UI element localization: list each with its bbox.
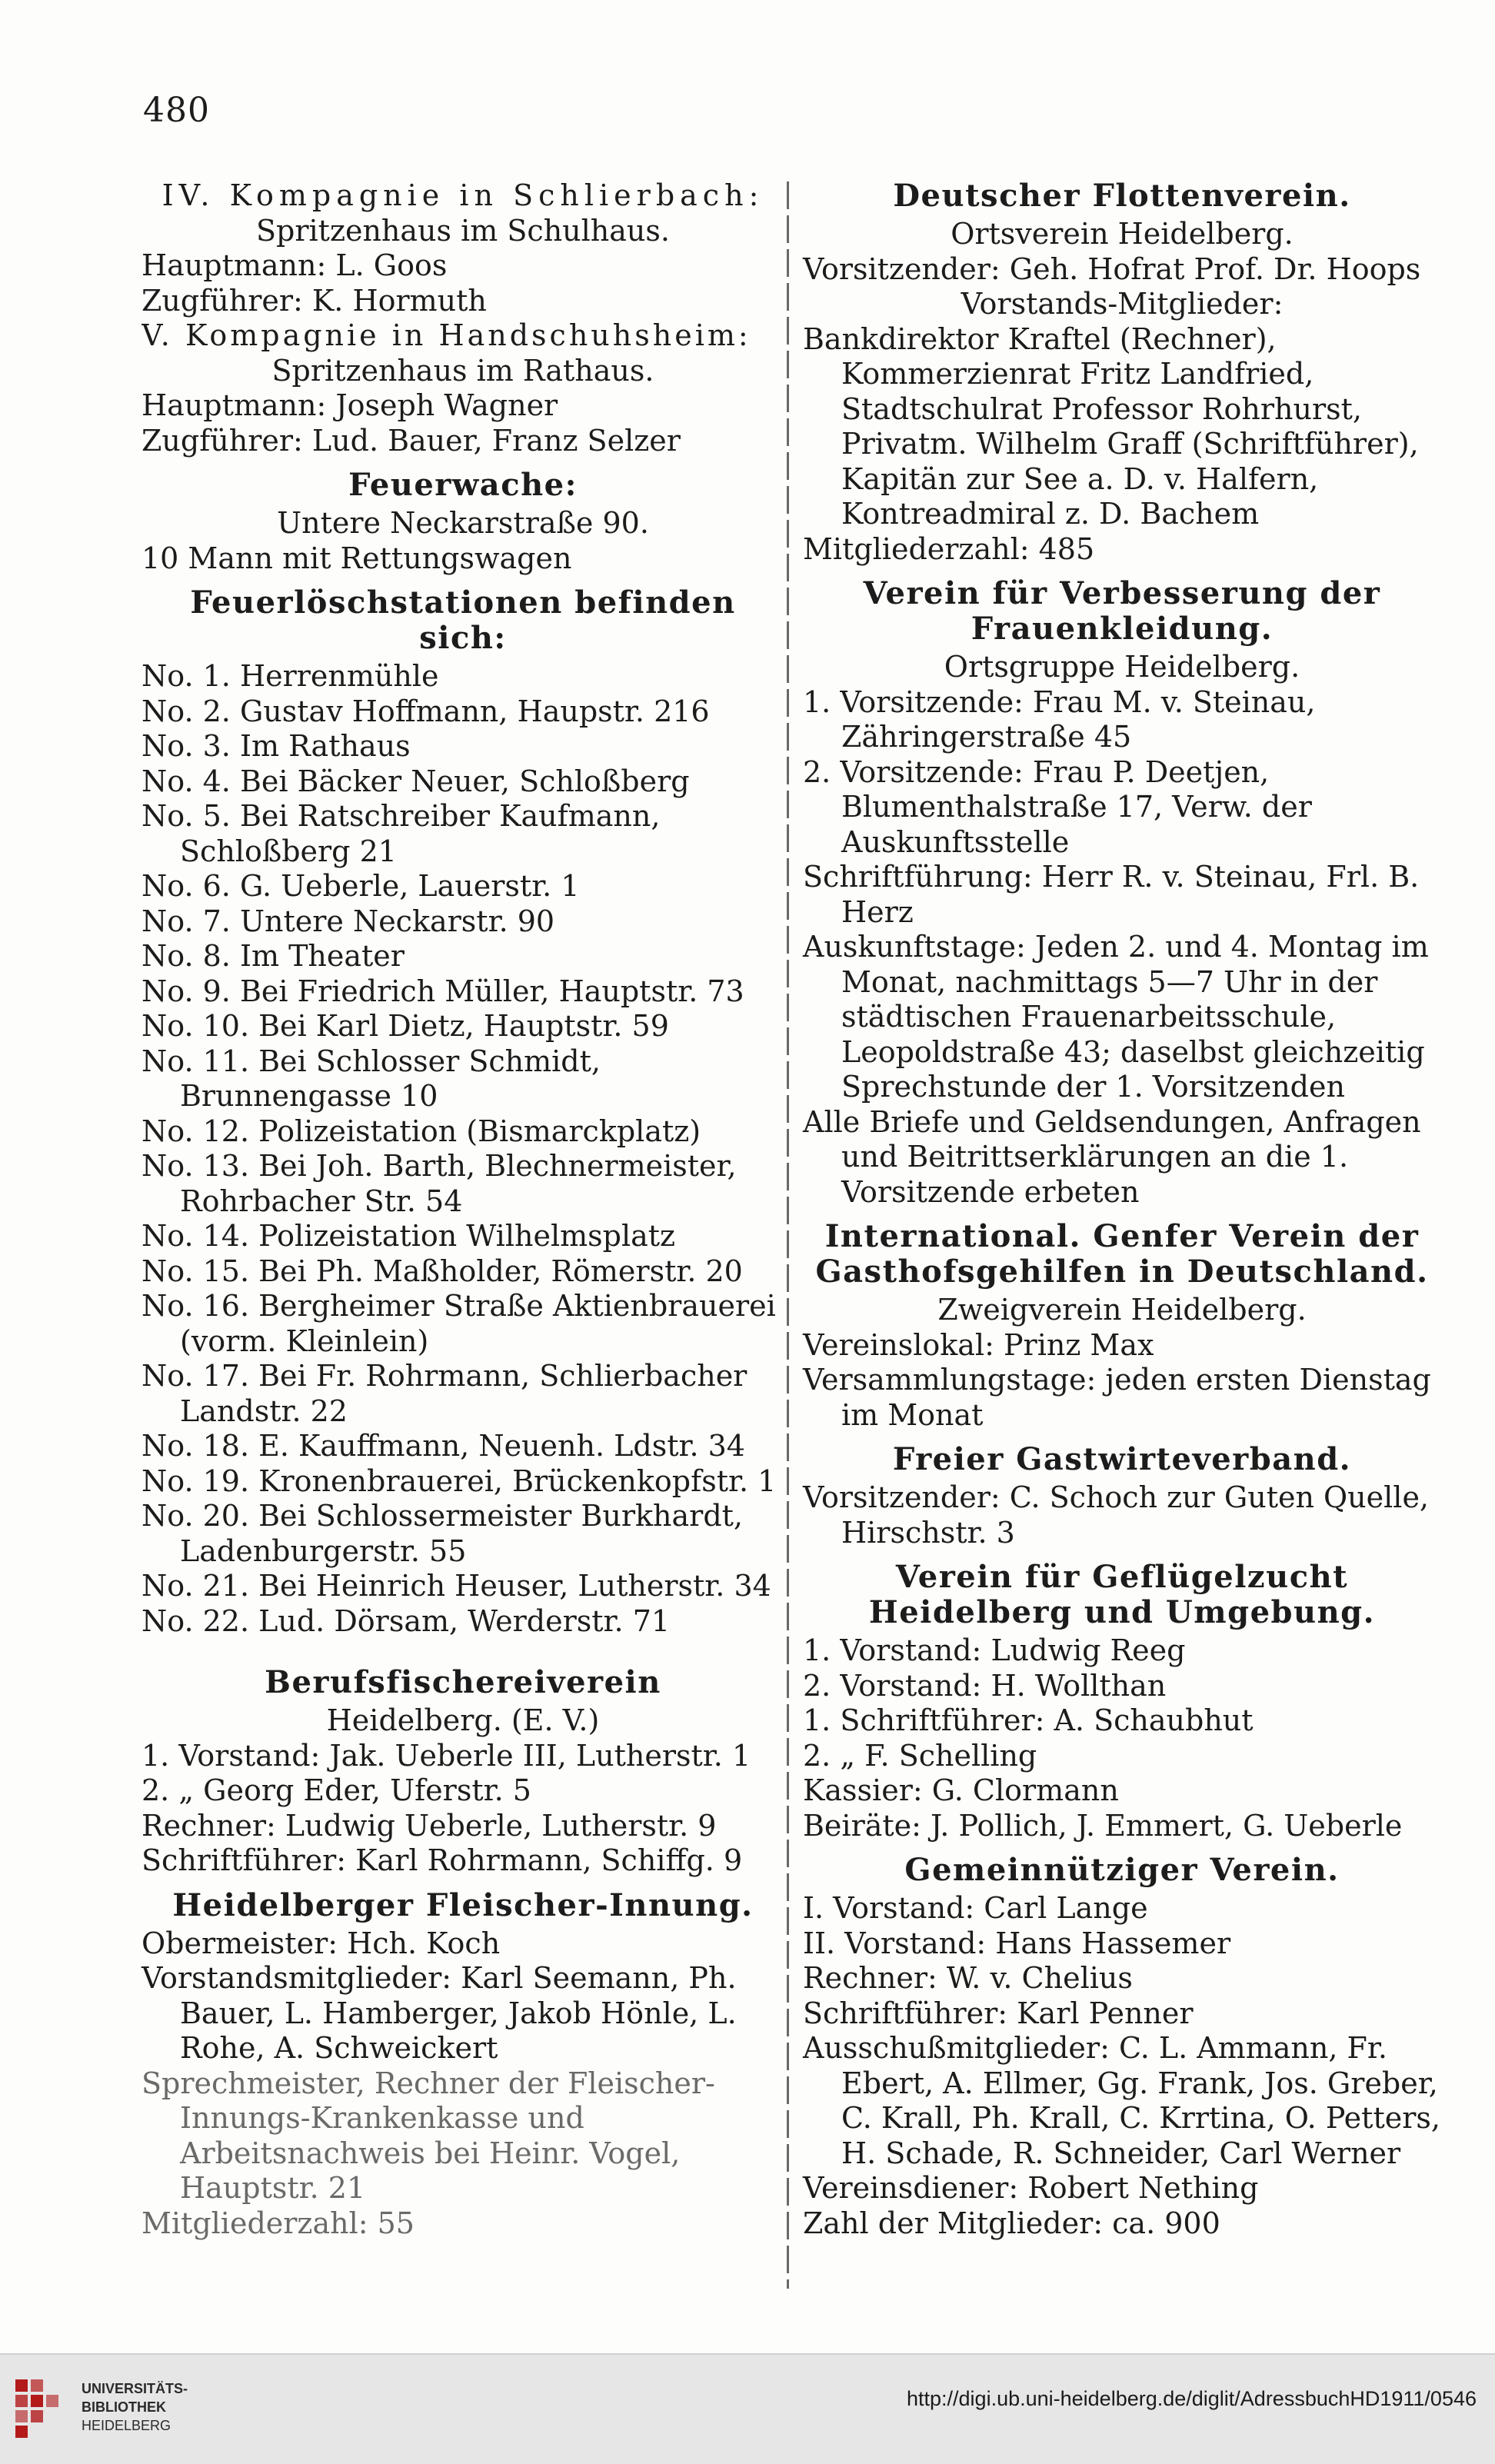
flottenverein-line: Vorstands-Mitglieder:: [961, 287, 1284, 321]
stationen-heading: Feuerlöschstationen befinden sich:: [190, 584, 736, 656]
gefluegel-heading: Verein für Geflügelzucht Heidelberg und Umgebung.: [868, 1559, 1376, 1630]
gefluegel-line: 2. Vorstand: H. Wollthan: [803, 1668, 1167, 1703]
komp4-title: IV. Kompagnie in Schlierbach:: [161, 178, 764, 212]
station-item: No. 4. Bei Bäcker Neuer, Schloßberg: [142, 764, 690, 798]
station-item: No. 12. Polizeistation (Bismarckplatz): [142, 1114, 701, 1148]
station-item: No. 10. Bei Karl Dietz, Hauptstr. 59: [142, 1009, 669, 1043]
station-item: No. 22. Lud. Dörsam, Werderstr. 71: [142, 1603, 671, 1638]
station-item: No. 8. Im Theater: [142, 939, 405, 973]
gefluegel-line: 1. Vorstand: Ludwig Reeg: [803, 1633, 1186, 1667]
station-item: No. 5. Bei Ratschreiber Kaufmann, Schloßberg 21: [142, 799, 661, 868]
frauenkleidung-subheading: Ortsgruppe Heidelberg.: [944, 650, 1300, 684]
komp5-zugfuehrer: Zugführer: Lud. Bauer, Franz Selzer: [142, 423, 681, 458]
station-item: No. 17. Bei Fr. Rohrmann, Schlierbacher Landstr. 22: [142, 1359, 748, 1428]
frauenkleidung-heading: Verein für Verbesserung der Frauenkleidung.: [863, 575, 1381, 647]
genfer-line: Vereinslokal: Prinz Max: [803, 1327, 1154, 1362]
feuerwache-crew: 10 Mann mit Rettungswagen: [142, 541, 572, 575]
station-item: No. 13. Bei Joh. Barth, Blechnermeister, Rohrbacher Str. 54: [142, 1149, 737, 1218]
berufsfischer-line: 1. Vorstand: Jak. Ueberle III, Lutherstr. 1: [142, 1738, 751, 1773]
frauenkleidung-line: 1. Vorsitzende: Frau M. v. Steinau, Zähringerstraße 45: [803, 684, 1316, 754]
footer-bar: [0, 2353, 1495, 2464]
frauenkleidung-line: 2. Vorsitzende: Frau P. Deetjen, Blumenthalstraße 17, Verw. der Auskunftsstelle: [803, 754, 1312, 859]
library-name-line: BIBLIOTHEK: [82, 2399, 166, 2415]
gefluegel-line: 1. Schriftführer: A. Schaubhut: [803, 1703, 1254, 1737]
fleischer-line: Mitgliederzahl: 55: [142, 2206, 415, 2240]
komp4-subtitle: Spritzenhaus im Schulhaus.: [256, 213, 670, 248]
gemeinnuetzig-heading: Gemeinnütziger Verein.: [904, 1852, 1340, 1888]
berufsfischer-line: Schriftführer: Karl Rohrmann, Schiffg. 9: [142, 1843, 743, 1877]
feuerwache-heading: Feuerwache:: [348, 467, 578, 503]
gastwirte-line: Vorsitzender: C. Schoch zur Guten Quelle, Hirschstr. 3: [803, 1480, 1430, 1550]
gemeinnuetzig-line: Rechner: W. v. Chelius: [803, 1961, 1133, 1995]
frauenkleidung-line: Alle Briefe und Geldsendungen, Anfragen und Beitrittserklärungen an die 1. Vorsitzende erbeten: [803, 1104, 1421, 1209]
page-number: 480: [143, 91, 210, 130]
station-item: No. 11. Bei Schlosser Schmidt, Brunnengasse 10: [142, 1044, 601, 1113]
station-item: No. 1. Herrenmühle: [142, 659, 439, 693]
library-name: [82, 2379, 188, 2435]
station-item: No. 3. Im Rathaus: [142, 729, 411, 763]
gemeinnuetzig-line: Vereinsdiener: Robert Nething: [803, 2171, 1259, 2205]
flottenverein-line: Mitgliederzahl: 485: [803, 531, 1095, 566]
column-divider: [787, 181, 789, 2289]
source-url-link[interactable]: http://digi.ub.uni-heidelberg.de/diglit/AdressbuchHD1911/0546: [907, 2387, 1477, 2410]
station-item: No. 9. Bei Friedrich Müller, Hauptstr. 73: [142, 974, 744, 1008]
station-item: No. 2. Gustav Hoffmann, Haupstr. 216: [142, 694, 710, 728]
station-item: No. 14. Polizeistation Wilhelmsplatz: [142, 1219, 676, 1253]
berufsfischer-line: 2. „ Georg Eder, Uferstr. 5: [142, 1773, 531, 1807]
station-item: No. 19. Kronenbrauerei, Brückenkopfstr. 1: [142, 1463, 777, 1498]
station-item: No. 20. Bei Schlossermeister Burkhardt, Ladenburgerstr. 55: [142, 1499, 743, 1568]
fleischer-line: Vorstandsmitglieder: Karl Seemann, Ph. Bauer, L. Hamberger, Jakob Hönle, L. Rohe, A. Schweickert: [142, 1961, 737, 2065]
komp5-hauptmann: Hauptmann: Joseph Wagner: [142, 388, 558, 422]
berufsfischer-heading: Berufsfischereiverein: [265, 1664, 661, 1700]
library-name-line: HEIDELBERG: [82, 2418, 171, 2433]
station-item: No. 7. Untere Neckarstr. 90: [142, 904, 555, 938]
gemeinnuetzig-line: I. Vorstand: Carl Lange: [803, 1891, 1148, 1925]
berufsfischer-line: Rechner: Ludwig Ueberle, Lutherstr. 9: [142, 1808, 717, 1843]
frauenkleidung-line: Auskunftstage: Jeden 2. und 4. Montag im Monat, nachmittags 5—7 Uhr in der städtischen Frauenarbeitsschule, Leopoldstraße 43; daselbst gleichzeitig Sprechstunde der 1. Vorsitzenden: [803, 930, 1429, 1104]
left-column: [142, 178, 784, 2241]
komp4-zugfuehrer: Zugführer: K. Hormuth: [142, 283, 487, 318]
komp5-title: V. Kompagnie in Handschuhsheim:: [142, 318, 751, 352]
right-column: [803, 178, 1441, 2241]
university-library-logo-icon: [11, 2373, 72, 2444]
library-name-line: UNIVERSITÄTS-: [82, 2381, 188, 2396]
station-item: No. 15. Bei Ph. Maßholder, Römerstr. 20: [142, 1254, 743, 1288]
gemeinnuetzig-line: Zahl der Mitglieder: ca. 900: [803, 2206, 1220, 2240]
komp4-hauptmann: Hauptmann: L. Goos: [142, 248, 448, 282]
flottenverein-subheading: Ortsverein Heidelberg.: [951, 217, 1294, 251]
fleischer-line: Sprechmeister, Rechner der Fleischer-Innungs-Krankenkasse und Arbeitsnachweis bei Heinr. Vogel, Hauptstr. 21: [142, 2066, 715, 2205]
station-item: No. 6. G. Ueberle, Lauerstr. 1: [142, 869, 580, 903]
genfer-heading: International. Genfer Verein der Gasthofsgehilfen in Deutschland.: [815, 1218, 1429, 1290]
feuerwache-address: Untere Neckarstraße 90.: [277, 506, 649, 540]
komp5-subtitle: Spritzenhaus im Rathaus.: [271, 353, 654, 388]
gemeinnuetzig-line: II. Vorstand: Hans Hassemer: [803, 1926, 1231, 1960]
gefluegel-line: Beiräte: J. Pollich, J. Emmert, G. Ueberle: [803, 1808, 1403, 1843]
fleischer-line: Obermeister: Hch. Koch: [142, 1926, 501, 1960]
flottenverein-line: Vorsitzender: Geh. Hofrat Prof. Dr. Hoops: [803, 251, 1421, 286]
station-item: No. 18. E. Kauffmann, Neuenh. Ldstr. 34: [142, 1429, 745, 1463]
station-item: No. 21. Bei Heinrich Heuser, Lutherstr. 34: [142, 1569, 771, 1603]
station-item: No. 16. Bergheimer Straße Aktienbrauerei (vorm. Kleinlein): [142, 1289, 776, 1358]
flottenverein-heading: Deutscher Flottenverein.: [893, 178, 1351, 214]
fleischer-heading: Heidelberger Fleischer-Innung.: [172, 1886, 754, 1923]
gastwirte-heading: Freier Gastwirteverband.: [892, 1441, 1352, 1477]
gefluegel-line: Kassier: G. Clormann: [803, 1773, 1119, 1807]
genfer-subheading: Zweigverein Heidelberg.: [937, 1293, 1307, 1327]
gefluegel-line: 2. „ F. Schelling: [803, 1738, 1037, 1773]
frauenkleidung-line: Schriftführung: Herr R. v. Steinau, Frl. B. Herz: [803, 860, 1420, 929]
berufsfischer-subheading: Heidelberg. (E. V.): [326, 1703, 600, 1737]
gemeinnuetzig-line: Schriftführer: Karl Penner: [803, 1996, 1194, 2030]
gemeinnuetzig-line: Ausschußmitglieder: C. L. Ammann, Fr. Ebert, A. Ellmer, Gg. Frank, Jos. Greber, C. Krall, Ph. Krall, C. Krrtina, O. Petters, H. Schade, R. Schneider, Carl Werner: [803, 2031, 1440, 2170]
flottenverein-line: Bankdirektor Kraftel (Rechner), Kommerzienrat Fritz Landfried, Stadtschulrat Professor Rohrhurst, Privatm. Wilhelm Graff (Schriftführer), Kapitän zur See a. D. v. Halfern, Kontreadmiral z. D. Bachem: [803, 321, 1419, 531]
genfer-line: Versammlungstage: jeden ersten Dienstag im Monat: [803, 1363, 1431, 1432]
